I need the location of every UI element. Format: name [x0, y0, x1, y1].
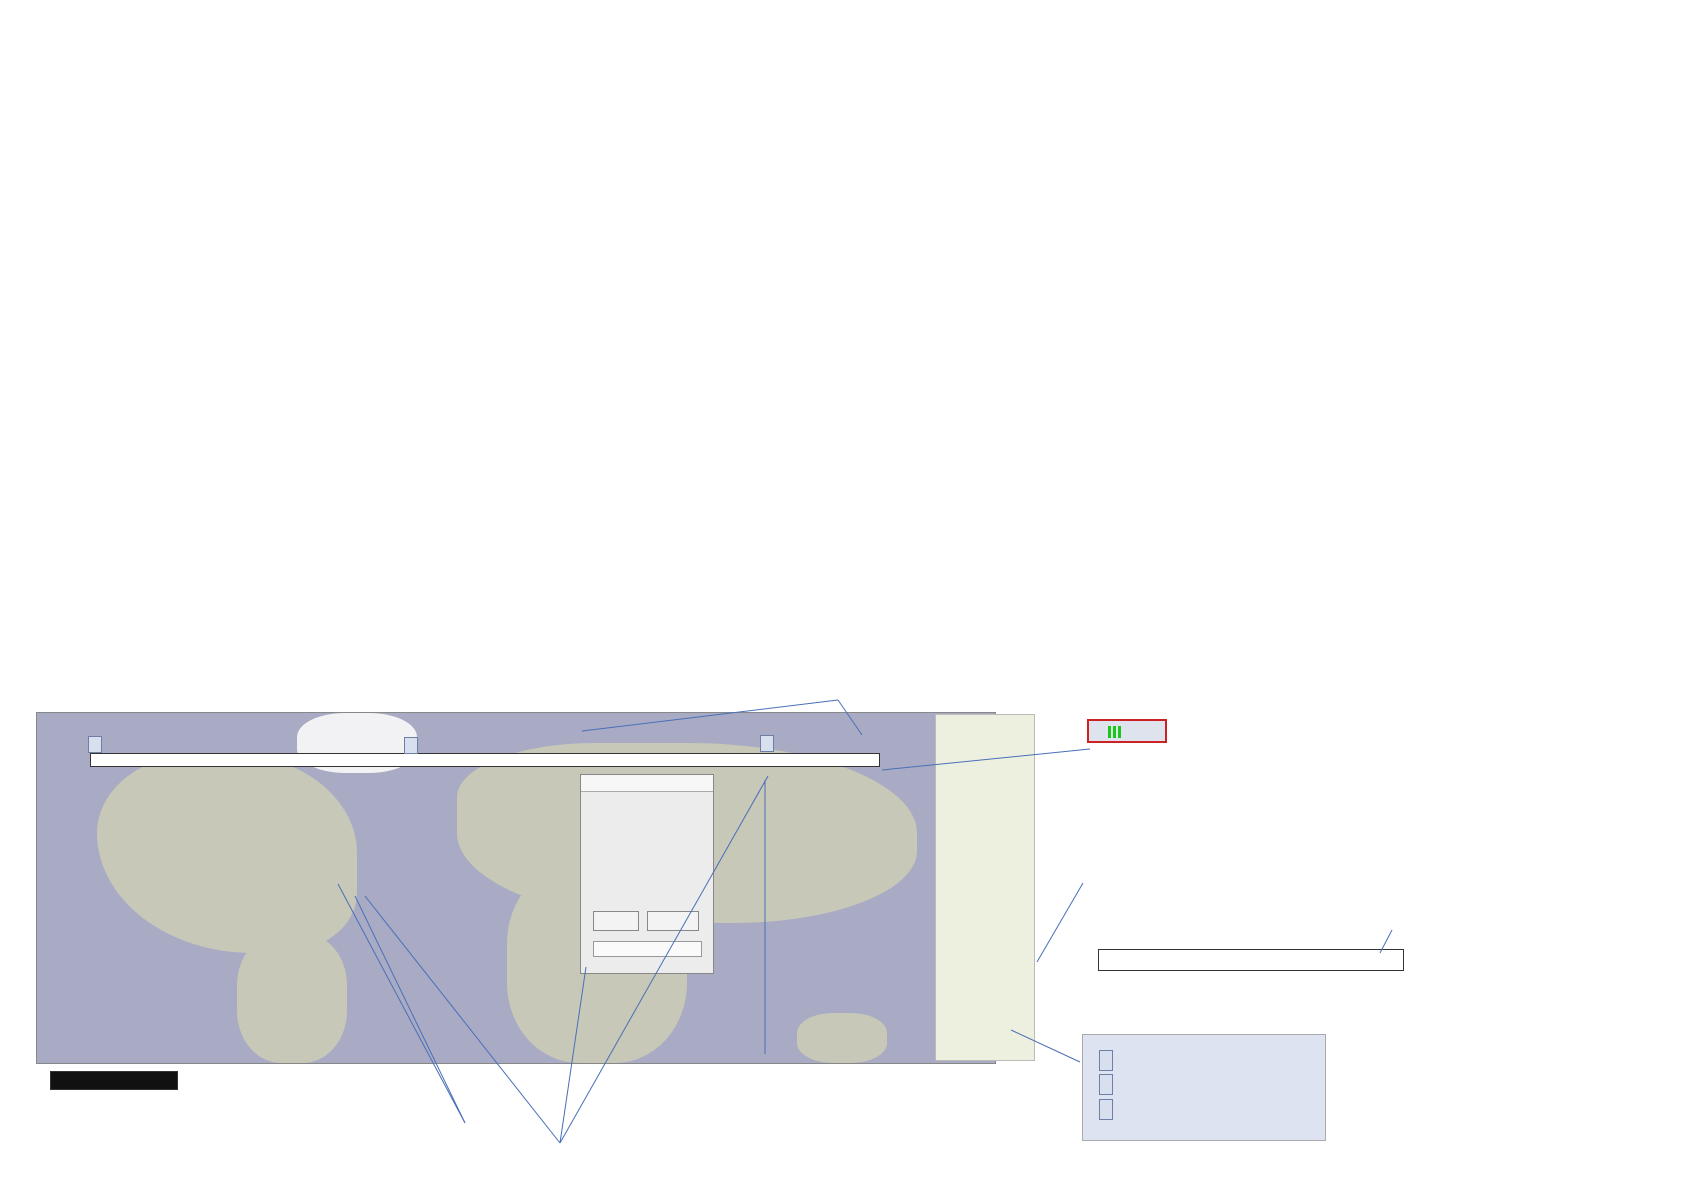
timeline-start-label[interactable]: [88, 736, 102, 753]
step-size-dialog: [580, 774, 714, 974]
dialog-title: [581, 775, 713, 792]
showing-lines-label: [1099, 1050, 1113, 1071]
redraw-button[interactable]: [593, 911, 639, 931]
timeline-bar[interactable]: [90, 753, 880, 767]
end-time-step-label: [1099, 1099, 1113, 1120]
timeline-sample-button: [1087, 719, 1167, 743]
timeline-many-elements: [50, 1071, 178, 1090]
hide-line-button[interactable]: [647, 911, 699, 931]
timeline-step-label[interactable]: [404, 737, 418, 754]
timeline-step-count-label: [1099, 1074, 1113, 1095]
big-button-panel: [935, 714, 1035, 1061]
timeline-sample-strip: [1098, 949, 1404, 971]
timeline-end-label[interactable]: [760, 735, 774, 752]
dialog-input[interactable]: [593, 941, 702, 957]
timeline-stats-panel: [1082, 1034, 1326, 1141]
